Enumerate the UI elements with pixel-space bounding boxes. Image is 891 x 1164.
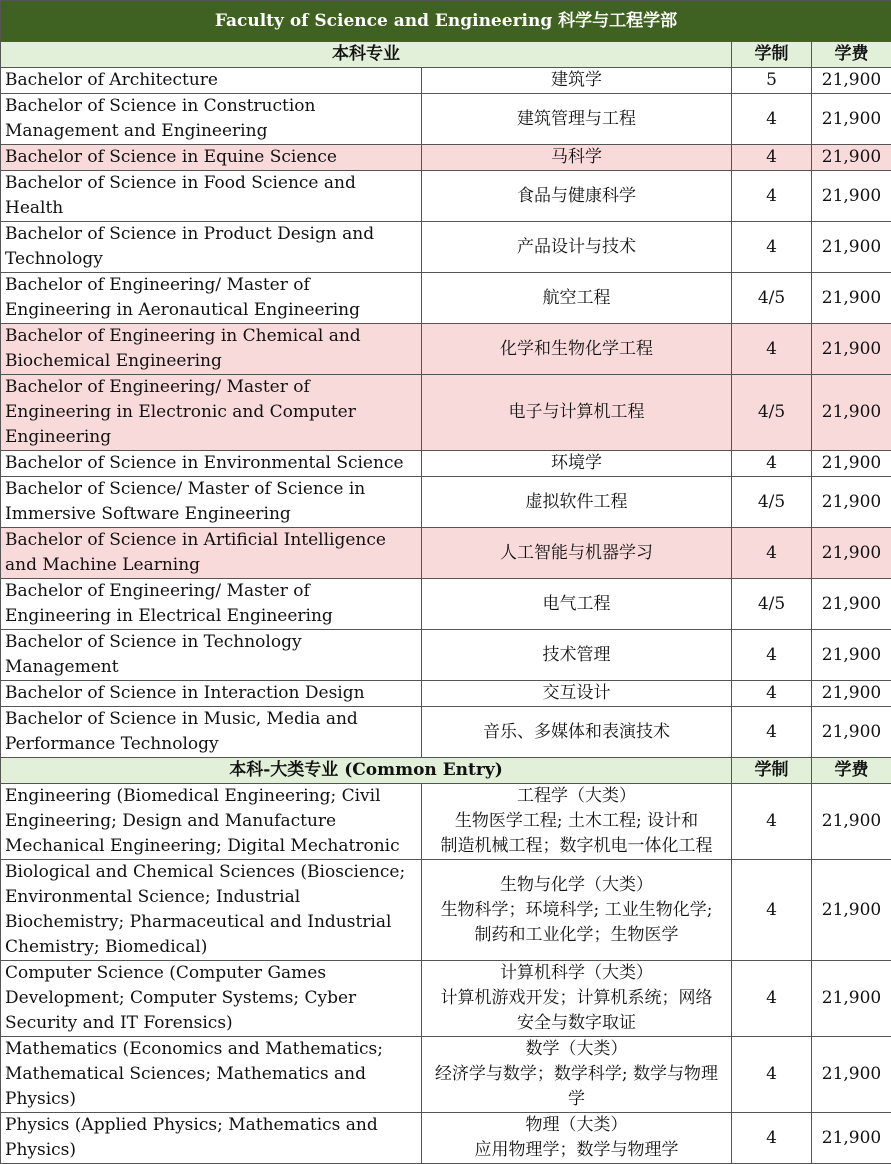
table-row	[1, 68, 891, 94]
programme-name-cn-line: 生物与化学（大类）	[426, 873, 727, 898]
programme-name-cn-line: 生物科学；环境科学; 工业生物化学;	[426, 898, 727, 923]
programme-name-cn-line: 电气工程	[426, 592, 727, 617]
table-row	[1, 784, 891, 860]
duration-years: 4	[732, 860, 812, 961]
title-row	[1, 1, 891, 42]
programme-name-cn-line: 应用物理学；数学与物理学	[426, 1138, 727, 1163]
duration-years: 4	[732, 1037, 812, 1113]
programme-name-cn	[422, 68, 732, 94]
programme-name-cn-line: 产品设计与技术	[426, 235, 727, 260]
programme-name-en: Mathematics (Economics and Mathematics; Mathematical Sciences; Mathematics and Physics)	[1, 1037, 422, 1113]
programme-name-en: Bachelor of Science in Product Design and Technology	[1, 222, 422, 273]
tuition-fee: 21,900	[812, 630, 891, 681]
section-header	[1, 42, 891, 68]
programme-name-cn-line: 马科学	[426, 145, 727, 170]
programme-name-cn-line: 经济学与数学；数学科学; 数学与物理	[426, 1062, 727, 1087]
programme-name-cn-line: 虚拟软件工程	[426, 490, 727, 515]
programme-name-cn	[422, 528, 732, 579]
programme-name-cn-line: 食品与健康科学	[426, 184, 727, 209]
duration-years: 4	[732, 961, 812, 1037]
programme-name-cn	[422, 860, 732, 961]
tuition-fee: 21,900	[812, 375, 891, 451]
programme-name-cn-line: 计算机游戏开发；计算机系统；网络	[426, 986, 727, 1011]
tuition-fee: 21,900	[812, 171, 891, 222]
table-row	[1, 579, 891, 630]
programme-name-cn	[422, 273, 732, 324]
programme-name-cn	[422, 961, 732, 1037]
programme-name-en: Bachelor of Science in Equine Science	[1, 145, 422, 171]
tuition-fee: 21,900	[812, 707, 891, 758]
programme-name-cn	[422, 1037, 732, 1113]
programme-name-en: Bachelor of Engineering/ Master of Engineering in Electrical Engineering	[1, 579, 422, 630]
fee-header: 学费	[812, 758, 891, 784]
programme-name-cn-line: 化学和生物化学工程	[426, 337, 727, 362]
table-row	[1, 145, 891, 171]
duration-header: 学制	[732, 42, 812, 68]
programme-name-cn-line: 音乐、多媒体和表演技术	[426, 720, 727, 745]
table-title: Faculty of Science and Engineering 科学与工程学部	[1, 1, 891, 42]
tuition-fee: 21,900	[812, 324, 891, 375]
programme-name-cn-line: 计算机科学（大类）	[426, 961, 727, 986]
table-row	[1, 451, 891, 477]
duration-years: 4	[732, 528, 812, 579]
tuition-fee: 21,900	[812, 94, 891, 145]
programme-name-cn-line: 生物医学工程; 土木工程; 设计和	[426, 809, 727, 834]
programme-name-cn	[422, 477, 732, 528]
table-row	[1, 477, 891, 528]
duration-years: 4	[732, 94, 812, 145]
table-row	[1, 1037, 891, 1113]
programme-name-cn-line: 人工智能与机器学习	[426, 541, 727, 566]
programme-name-cn	[422, 375, 732, 451]
programme-name-cn-line: 建筑管理与工程	[426, 107, 727, 132]
duration-years: 4	[732, 222, 812, 273]
programme-name-en: Bachelor of Science in Environmental Science	[1, 451, 422, 477]
duration-years: 4	[732, 630, 812, 681]
programme-name-en: Bachelor of Science in Interaction Design	[1, 681, 422, 707]
table-row	[1, 707, 891, 758]
programme-name-cn-line: 安全与数字取证	[426, 1011, 727, 1036]
tuition-fee: 21,900	[812, 681, 891, 707]
duration-header: 学制	[732, 758, 812, 784]
programme-name-en: Bachelor of Engineering/ Master of Engineering in Electronic and Computer Engineering	[1, 375, 422, 451]
tuition-fee: 21,900	[812, 961, 891, 1037]
table-row	[1, 94, 891, 145]
programme-name-en: Bachelor of Science in Construction Management and Engineering	[1, 94, 422, 145]
programme-name-cn	[422, 784, 732, 860]
tuition-fee: 21,900	[812, 273, 891, 324]
duration-years: 4	[732, 681, 812, 707]
programme-name-cn	[422, 94, 732, 145]
programme-name-cn-line: 交互设计	[426, 681, 727, 706]
programme-name-cn-line: 技术管理	[426, 643, 727, 668]
tuition-fee: 21,900	[812, 222, 891, 273]
table-row	[1, 222, 891, 273]
programme-name-en: Bachelor of Science in Music, Media and Performance Technology	[1, 707, 422, 758]
table-row	[1, 171, 891, 222]
programme-name-cn-line: 航空工程	[426, 286, 727, 311]
programme-name-en: Bachelor of Science in Technology Management	[1, 630, 422, 681]
programme-name-cn-line: 环境学	[426, 451, 727, 476]
table-row	[1, 528, 891, 579]
table-row	[1, 1113, 891, 1164]
tuition-fee: 21,900	[812, 528, 891, 579]
programme-name-cn-line: 工程学（大类）	[426, 784, 727, 809]
programme-name-cn	[422, 171, 732, 222]
programme-name-cn	[422, 1113, 732, 1164]
programme-name-en: Physics (Applied Physics; Mathematics and Physics)	[1, 1113, 422, 1164]
programme-name-en: Bachelor of Architecture	[1, 68, 422, 94]
programme-name-cn	[422, 579, 732, 630]
duration-years: 4	[732, 784, 812, 860]
section-title: 本科专业	[1, 42, 732, 68]
programme-name-en: Bachelor of Science in Food Science and Health	[1, 171, 422, 222]
section-header	[1, 758, 891, 784]
programme-name-en: Biological and Chemical Sciences (Bioscience; Environmental Science; Industrial Biochemistry; Pharmaceutical and Industrial Chemistry; Biomedical)	[1, 860, 422, 961]
programme-name-cn-line: 制药和工业化学；生物医学	[426, 923, 727, 948]
duration-years: 4	[732, 451, 812, 477]
duration-years: 4/5	[732, 579, 812, 630]
tuition-fee: 21,900	[812, 784, 891, 860]
tuition-fee: 21,900	[812, 1037, 891, 1113]
programme-name-cn-line: 建筑学	[426, 68, 727, 93]
programme-name-en: Engineering (Biomedical Engineering; Civil Engineering; Design and Manufacture Mechanical Engineering; Digital Mechatronic	[1, 784, 422, 860]
programme-name-cn-line: 制造机械工程；数字机电一体化工程	[426, 834, 727, 859]
programme-name-en: Bachelor of Engineering/ Master of Engineering in Aeronautical Engineering	[1, 273, 422, 324]
tuition-fee: 21,900	[812, 860, 891, 961]
table-row	[1, 324, 891, 375]
tuition-fee: 21,900	[812, 477, 891, 528]
duration-years: 4	[732, 707, 812, 758]
table-row	[1, 961, 891, 1037]
programme-name-cn	[422, 630, 732, 681]
duration-years: 5	[732, 68, 812, 94]
table-row	[1, 375, 891, 451]
programme-name-cn	[422, 222, 732, 273]
programme-name-en: Bachelor of Science/ Master of Science in Immersive Software Engineering	[1, 477, 422, 528]
table-row	[1, 681, 891, 707]
tuition-fee: 21,900	[812, 1113, 891, 1164]
programme-name-en: Bachelor of Engineering in Chemical and Biochemical Engineering	[1, 324, 422, 375]
programme-name-cn-line: 电子与计算机工程	[426, 400, 727, 425]
tuition-fee: 21,900	[812, 68, 891, 94]
programme-name-cn	[422, 324, 732, 375]
programme-name-cn-line: 数学（大类）	[426, 1037, 727, 1062]
programme-name-cn-line: 物理（大类）	[426, 1113, 727, 1138]
section-title: 本科-大类专业 (Common Entry)	[1, 758, 732, 784]
duration-years: 4	[732, 1113, 812, 1164]
table-row	[1, 273, 891, 324]
programme-name-cn-line: 学	[426, 1087, 727, 1112]
programme-name-en: Computer Science (Computer Games Development; Computer Systems; Cyber Security and IT Forensics)	[1, 961, 422, 1037]
duration-years: 4	[732, 171, 812, 222]
programme-name-cn	[422, 707, 732, 758]
duration-years: 4/5	[732, 477, 812, 528]
tuition-fee: 21,900	[812, 145, 891, 171]
table-row	[1, 860, 891, 961]
tuition-fee: 21,900	[812, 451, 891, 477]
programme-name-en: Bachelor of Science in Artificial Intelligence and Machine Learning	[1, 528, 422, 579]
table-row	[1, 630, 891, 681]
programme-name-cn	[422, 451, 732, 477]
tuition-fee: 21,900	[812, 579, 891, 630]
duration-years: 4/5	[732, 375, 812, 451]
duration-years: 4	[732, 324, 812, 375]
duration-years: 4	[732, 145, 812, 171]
programme-name-cn	[422, 145, 732, 171]
duration-years: 4/5	[732, 273, 812, 324]
fee-header: 学费	[812, 42, 891, 68]
programme-name-cn	[422, 681, 732, 707]
